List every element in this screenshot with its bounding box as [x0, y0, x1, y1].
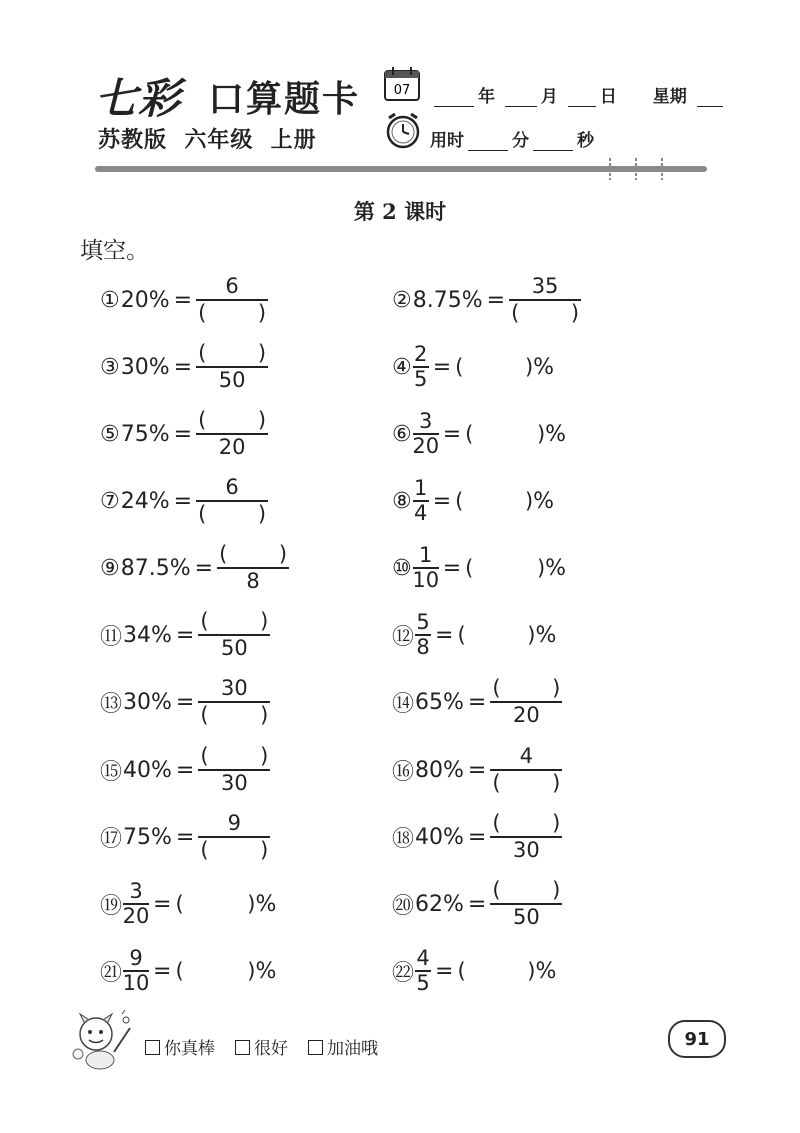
equals-sign: =	[175, 689, 195, 715]
denominator[interactable]	[509, 301, 581, 327]
numerator: 30	[220, 675, 248, 700]
answer-blank-open: (	[198, 340, 207, 365]
fraction-answer	[196, 340, 268, 394]
problem-number: ⑱	[392, 826, 415, 852]
seconds-blank[interactable]	[533, 134, 573, 151]
answer-blank-close: )	[257, 502, 267, 527]
problem-item	[392, 337, 554, 397]
denominator: 10	[412, 568, 440, 593]
answer-blank-close: )	[260, 703, 269, 728]
problem-number: ⑥	[392, 421, 412, 447]
weekday-blank[interactable]	[697, 90, 723, 107]
problem-number: ⑬	[100, 691, 123, 717]
equals-sign: =	[173, 287, 193, 313]
answer-blank-close: )	[260, 608, 269, 633]
given-fraction	[415, 946, 431, 996]
problem-item	[100, 941, 276, 1001]
edition-label: 苏教版 六年级 上册	[98, 128, 317, 153]
answer-blank-close: )	[552, 771, 561, 796]
given-fraction	[413, 543, 439, 593]
problem-number: ⑯	[392, 759, 415, 785]
equals-sign: =	[173, 488, 193, 514]
answer-blank-open: (	[198, 502, 207, 527]
problem-number: ⑦	[100, 488, 120, 514]
percent-answer-blank[interactable]	[465, 422, 545, 446]
answer-blank-open: (	[219, 541, 228, 566]
percent-sign: %	[443, 757, 464, 783]
equals-sign: =	[442, 421, 462, 447]
equals-sign: =	[175, 622, 195, 648]
equals-sign: =	[153, 958, 172, 984]
denominator: 10	[122, 971, 150, 996]
percent-value: 87.5	[120, 555, 170, 581]
denominator: 20	[218, 435, 246, 460]
answer-blank-close: )	[536, 556, 546, 580]
fraction-answer	[490, 675, 562, 729]
numerator: 6	[225, 474, 239, 499]
answer-blank-open: (	[511, 301, 520, 326]
answer-blank-close: )	[552, 675, 561, 700]
checkbox[interactable]	[145, 1040, 160, 1055]
problem-item	[100, 605, 270, 665]
numerator[interactable]	[196, 407, 268, 433]
percent-sign: %	[148, 421, 170, 447]
problem-number: ①	[100, 287, 120, 313]
percent-value: 40	[123, 757, 152, 783]
percent-sign: %	[169, 555, 191, 581]
problem-item	[392, 874, 562, 934]
equals-sign: =	[467, 757, 487, 783]
percent-value: 8.75	[412, 287, 462, 313]
answer-blank-open: (	[457, 623, 466, 647]
problem-number: ⑤	[100, 421, 120, 447]
denominator: 30	[512, 838, 540, 863]
answer-blank-close: )	[278, 541, 288, 566]
minutes-blank[interactable]	[468, 134, 508, 151]
percent-sign: %	[148, 287, 170, 313]
answer-blank-close: )	[527, 623, 536, 647]
answer-blank-close: )	[552, 810, 561, 835]
day-blank[interactable]	[568, 90, 596, 107]
numerator[interactable]	[490, 877, 562, 903]
problem-item	[392, 740, 562, 800]
problem-number: ⑭	[392, 691, 415, 717]
problem-item	[100, 672, 270, 732]
answer-blank-close: )	[260, 838, 269, 863]
equals-sign: =	[486, 287, 506, 313]
equals-sign: =	[173, 421, 193, 447]
answer-blank-open: (	[200, 838, 209, 863]
answer-blank-open: (	[465, 556, 474, 580]
percent-sign: %	[533, 488, 555, 514]
numerator: 9	[227, 810, 242, 835]
problem-number: ⑪	[100, 624, 123, 650]
instruction: 填空。	[80, 238, 149, 264]
problem-number: ⑫	[392, 624, 415, 650]
numerator: 6	[225, 273, 239, 298]
problem-number: ⑳	[392, 893, 415, 919]
denominator: 50	[218, 368, 246, 393]
numerator: 3	[129, 878, 143, 903]
denominator: 50	[220, 636, 248, 661]
numerator: 9	[129, 945, 143, 970]
year-blank[interactable]	[434, 90, 474, 107]
answer-blank-close: )	[257, 301, 267, 326]
answer-blank-open: (	[492, 877, 501, 902]
percent-sign: %	[443, 689, 464, 715]
fraction-answer	[196, 273, 268, 327]
alarm-clock-icon	[383, 110, 423, 150]
problem-number: ③	[100, 354, 120, 380]
answer-blank-open: (	[455, 355, 464, 379]
percent-value: 75	[120, 421, 149, 447]
answer-blank-close: )	[257, 407, 267, 432]
denominator[interactable]	[196, 301, 268, 327]
binder-ring-icon	[607, 158, 613, 180]
given-fraction	[123, 946, 149, 996]
fraction-answer	[509, 273, 581, 327]
answer-blank-open: (	[465, 422, 474, 446]
denominator: 5	[416, 971, 430, 996]
given-fraction	[413, 409, 439, 459]
problem-number: ⑧	[392, 488, 412, 514]
fraction-answer	[198, 743, 270, 797]
brand-logo: 七彩	[95, 74, 182, 123]
problem-number: ⑩	[392, 555, 412, 581]
rating-option-keep-going[interactable]: 加油哦	[308, 1034, 378, 1059]
denominator: 30	[220, 771, 248, 796]
answer-blank-open: (	[200, 608, 209, 633]
percent-value: 30	[120, 354, 149, 380]
percent-sign: %	[151, 824, 172, 850]
checkbox[interactable]	[308, 1040, 323, 1055]
rating-option-great[interactable]: 你真棒	[145, 1034, 215, 1059]
denominator: 4	[414, 501, 428, 526]
denominator: 8	[246, 569, 260, 594]
percent-value: 24	[120, 488, 149, 514]
numerator: 3	[419, 408, 433, 433]
equals-sign: =	[467, 824, 487, 850]
problem-item	[100, 404, 268, 464]
denominator[interactable]	[198, 703, 270, 729]
numerator[interactable]	[490, 675, 562, 701]
problem-item	[392, 807, 562, 867]
problem-item	[392, 270, 581, 330]
problem-item	[100, 807, 270, 867]
percent-sign: %	[443, 891, 464, 917]
self-rating	[145, 1034, 378, 1059]
checkbox[interactable]	[235, 1040, 250, 1055]
percent-value: 75	[123, 824, 152, 850]
date-row: 年 月 日 星期	[430, 82, 727, 107]
answer-blank-open: (	[200, 743, 209, 768]
numerator: 1	[419, 542, 433, 567]
answer-blank-close: )	[570, 301, 580, 326]
equals-sign: =	[435, 622, 454, 648]
numerator: 2	[414, 341, 428, 366]
answer-blank-open: (	[198, 301, 207, 326]
answer-blank-close: )	[527, 959, 536, 983]
problem-number: ④	[392, 354, 412, 380]
answer-blank-close: )	[247, 892, 256, 916]
percent-answer-blank[interactable]	[455, 355, 533, 379]
problem-number: ⑲	[100, 893, 123, 919]
denominator[interactable]	[198, 838, 270, 864]
percent-answer-blank[interactable]	[465, 556, 545, 580]
mascot-illustration-icon	[70, 1008, 138, 1072]
percent-value: 65	[415, 689, 444, 715]
answer-blank-close: )	[257, 340, 267, 365]
equals-sign: =	[435, 958, 454, 984]
percent-sign: %	[461, 287, 483, 313]
equals-sign: =	[175, 824, 195, 850]
answer-blank-open: (	[455, 489, 464, 513]
answer-blank-open: (	[492, 771, 501, 796]
answer-blank-open: (	[457, 959, 466, 983]
answer-blank-close: )	[524, 355, 534, 379]
fraction-answer	[196, 407, 268, 461]
problem-number: ②	[392, 287, 412, 313]
answer-blank-close: )	[524, 489, 534, 513]
problem-item	[100, 740, 270, 800]
answer-blank-close: )	[260, 743, 269, 768]
calendar-day: 07	[393, 83, 411, 98]
percent-answer-blank[interactable]	[457, 623, 535, 647]
denominator[interactable]	[490, 771, 562, 797]
percent-sign: %	[545, 555, 567, 581]
equals-sign: =	[173, 354, 193, 380]
percent-sign: %	[255, 958, 277, 984]
problem-item	[100, 471, 268, 531]
page-heading: 口算题卡	[208, 79, 361, 120]
percent-sign: %	[535, 958, 557, 984]
answer-blank-open: (	[492, 675, 501, 700]
percent-sign: %	[151, 757, 172, 783]
problem-item	[392, 471, 554, 531]
percent-sign: %	[535, 622, 557, 648]
denominator: 20	[512, 703, 540, 728]
percent-sign: %	[443, 824, 464, 850]
problem-number: ㉑	[100, 960, 123, 986]
problem-number: ㉒	[392, 960, 415, 986]
answer-blank-close: )	[247, 959, 256, 983]
numerator: 1	[414, 475, 428, 500]
fraction-answer	[198, 608, 270, 662]
percent-sign: %	[151, 689, 172, 715]
rating-option-good[interactable]: 很好	[235, 1034, 288, 1059]
answer-blank-open: (	[175, 892, 184, 916]
given-fraction	[123, 879, 149, 929]
equals-sign: =	[442, 555, 462, 581]
given-fraction	[413, 476, 429, 526]
percent-value: 40	[415, 824, 444, 850]
equals-sign: =	[153, 891, 172, 917]
numerator: 35	[531, 273, 559, 298]
denominator: 50	[512, 905, 540, 930]
equals-sign: =	[432, 488, 452, 514]
binder-ring-icon	[659, 158, 665, 180]
percent-value: 20	[120, 287, 149, 313]
problem-item	[392, 672, 562, 732]
problem-number: ⑨	[100, 555, 120, 581]
numerator: 5	[416, 609, 430, 634]
percent-answer-blank[interactable]	[175, 892, 255, 916]
problem-number: ⑰	[100, 826, 123, 852]
answer-blank-open: (	[492, 810, 501, 835]
percent-sign: %	[148, 354, 170, 380]
time-row: 用时 分 秒	[430, 131, 594, 151]
answer-blank-open: (	[200, 703, 209, 728]
problem-item	[100, 337, 268, 397]
problem-item	[100, 270, 268, 330]
numerator: 4	[416, 945, 430, 970]
percent-answer-blank[interactable]	[175, 959, 255, 983]
calendar-icon	[383, 66, 421, 102]
numerator[interactable]	[198, 608, 270, 634]
given-fraction	[415, 610, 431, 660]
fraction-answer	[490, 743, 562, 797]
problem-item	[392, 404, 566, 464]
percent-sign: %	[533, 354, 555, 380]
numerator[interactable]	[217, 541, 289, 567]
given-fraction	[413, 342, 429, 392]
percent-answer-blank[interactable]	[455, 489, 533, 513]
problem-item	[392, 538, 566, 598]
header-divider	[95, 166, 707, 172]
problem-item	[392, 605, 556, 665]
denominator: 8	[416, 635, 430, 660]
answer-blank-open: (	[175, 959, 184, 983]
denominator: 20	[412, 434, 440, 459]
binder-ring-icon	[633, 158, 639, 180]
answer-blank-open: (	[198, 407, 207, 432]
percent-value: 80	[415, 757, 444, 783]
fraction-answer	[490, 877, 562, 931]
problem-item	[392, 941, 556, 1001]
percent-value: 62	[415, 891, 444, 917]
percent-answer-blank[interactable]	[457, 959, 535, 983]
denominator: 20	[122, 904, 150, 929]
equals-sign: =	[194, 555, 214, 581]
equals-sign: =	[467, 891, 487, 917]
problem-item	[100, 874, 276, 934]
denominator: 5	[414, 367, 428, 392]
denominator[interactable]	[196, 502, 268, 528]
answer-blank-close: )	[536, 422, 546, 446]
problem-number: ⑮	[100, 759, 123, 785]
percent-sign: %	[151, 622, 172, 648]
numerator[interactable]	[490, 810, 562, 836]
percent-sign: %	[148, 488, 170, 514]
numerator[interactable]	[196, 340, 268, 366]
page-number: 91	[668, 1020, 726, 1058]
percent-value: 34	[123, 622, 152, 648]
numerator[interactable]	[198, 743, 270, 769]
fraction-answer	[217, 541, 289, 595]
percent-sign: %	[255, 891, 277, 917]
answer-blank-close: )	[552, 877, 561, 902]
percent-value: 30	[123, 689, 152, 715]
fraction-answer	[490, 810, 562, 864]
equals-sign: =	[467, 689, 487, 715]
numerator: 4	[519, 743, 534, 768]
equals-sign: =	[432, 354, 452, 380]
equals-sign: =	[175, 757, 195, 783]
fraction-answer	[196, 474, 268, 528]
problem-item	[100, 538, 289, 598]
month-blank[interactable]	[505, 90, 537, 107]
fraction-answer	[198, 675, 270, 729]
percent-sign: %	[545, 421, 567, 447]
lesson-title: 第 2 课时	[353, 199, 447, 224]
fraction-answer	[198, 810, 270, 864]
